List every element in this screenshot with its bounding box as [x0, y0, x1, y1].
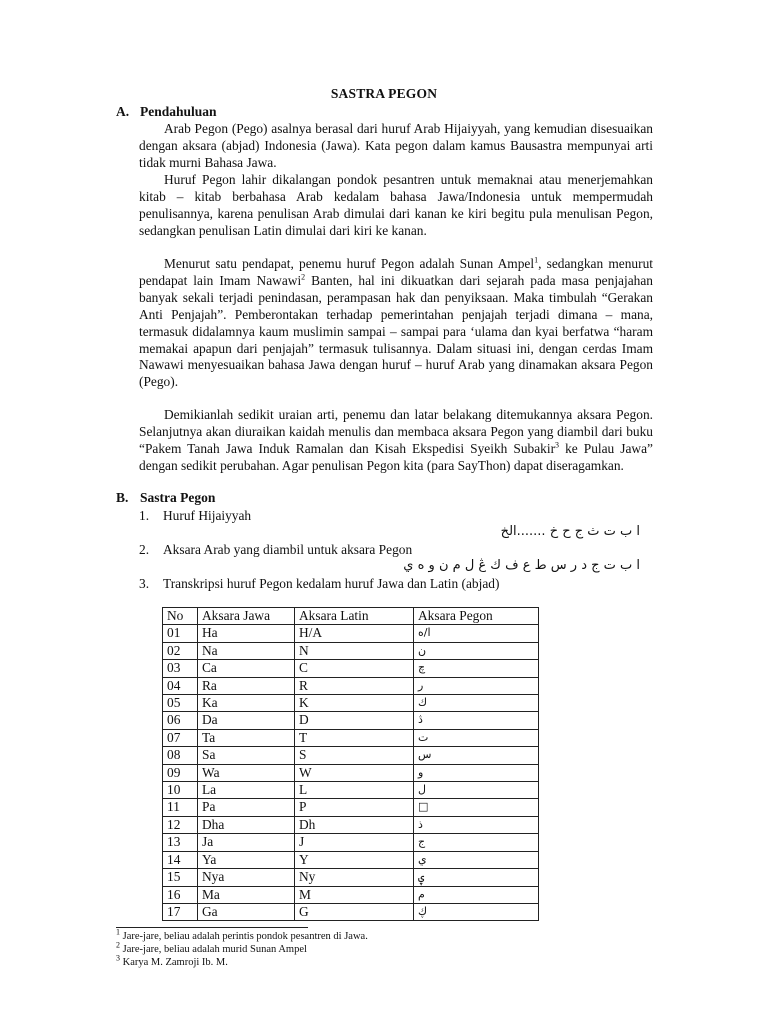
table-row [163, 729, 539, 746]
cell-aksara-jawa: Ga [198, 903, 295, 920]
table-row [163, 747, 539, 764]
table-row [163, 886, 539, 903]
cell-aksara-jawa: Ya [198, 851, 295, 868]
cell-aksara-latin: P [295, 799, 414, 816]
list-item [139, 508, 251, 524]
cell-aksara-latin: D [295, 712, 414, 729]
cell-aksara-jawa: Ha [198, 625, 295, 642]
section-b-heading [116, 490, 215, 506]
footnote [116, 927, 368, 943]
cell-no: 02 [163, 642, 198, 659]
cell-aksara-latin: J [295, 834, 414, 851]
column-header-no: No [163, 608, 198, 625]
table-row [163, 834, 539, 851]
cell-aksara-pegon: ا/ه [414, 625, 539, 642]
cell-aksara-jawa: Ra [198, 677, 295, 694]
table-row [163, 799, 539, 816]
page-title: SASTRA PEGON [330, 86, 438, 101]
section-a-title: Pendahuluan [140, 104, 217, 119]
cell-aksara-jawa: Wa [198, 764, 295, 781]
cell-no: 14 [163, 851, 198, 868]
cell-no: 03 [163, 660, 198, 677]
paragraph-4 [139, 407, 653, 475]
cell-aksara-pegon: ۑ [414, 869, 539, 886]
cell-no: 13 [163, 834, 198, 851]
table-row [163, 782, 539, 799]
list-item-text: Transkripsi huruf Pegon kedalam huruf Jawa dan Latin (abjad) [163, 576, 500, 591]
list-item-number: 3. [139, 576, 150, 591]
cell-aksara-pegon: ت [414, 729, 539, 746]
footnote-text: Jare-jare, beliau adalah murid Sunan Ampel [120, 944, 307, 955]
cell-aksara-latin: K [295, 695, 414, 712]
cell-aksara-jawa: Pa [198, 799, 295, 816]
cell-no: 16 [163, 886, 198, 903]
cell-aksara-latin: N [295, 642, 414, 659]
list-item [139, 576, 499, 592]
footnote-ref-2: 2 [301, 272, 306, 282]
cell-no: 07 [163, 729, 198, 746]
table-row [163, 660, 539, 677]
table-header-row [163, 608, 539, 625]
cell-no: 08 [163, 747, 198, 764]
list-item-number: 1. [139, 508, 150, 523]
cell-aksara-pegon: ل [414, 782, 539, 799]
cell-aksara-latin: L [295, 782, 414, 799]
paragraph-4-text-a: Demikianlah sedikit uraian arti, penemu dan latar belakang ditemukannya aksara Pegon. Selanjutnya akan diuraikan kaidah menulis dan membaca aksara Pegon yang diambil dari buku “Pakem Tanah Jawa Induk Ramalan dan Kisah Ekspedisi Syeikh Subakir [139, 407, 653, 456]
cell-aksara-latin: Dh [295, 816, 414, 833]
cell-aksara-jawa: Da [198, 712, 295, 729]
paragraph-2: Huruf Pegon lahir dikalangan pondok pesantren untuk memaknai atau menerjemahkan kitab – kitab berbahasa Arab kedalam bahasa Jawa/Indonesia untuk mempermudah penulisannya, karena penulisan Arab dimulai dari kanan ke kiri begitu pula menulisan Pegon, sedangkan penulisan Latin dimulai dari kiri ke kanan. [139, 172, 653, 238]
cell-no: 12 [163, 816, 198, 833]
cell-aksara-latin: W [295, 764, 414, 781]
cell-aksara-latin: H/A [295, 625, 414, 642]
cell-no: 11 [163, 799, 198, 816]
section-b-label: B. [116, 490, 129, 505]
paragraph-3-text-b: , sedangkan menurut pendapat lain Imam Nawawi [139, 256, 653, 288]
cell-aksara-latin: S [295, 747, 414, 764]
cell-aksara-pegon: م [414, 886, 539, 903]
cell-aksara-pegon: ك [414, 695, 539, 712]
footnote-number: 2 [116, 940, 120, 950]
table-row [163, 712, 539, 729]
table-row [163, 695, 539, 712]
cell-aksara-jawa: Ka [198, 695, 295, 712]
cell-aksara-jawa: La [198, 782, 295, 799]
table-row [163, 677, 539, 694]
footnote [116, 953, 228, 969]
cell-aksara-pegon: □ [414, 799, 539, 816]
table-row [163, 903, 539, 920]
cell-aksara-pegon: ذ [414, 816, 539, 833]
cell-no: 04 [163, 677, 198, 694]
paragraph-3-text-a: Menurut satu pendapat, penemu huruf Pegon adalah Sunan Ampel [164, 256, 535, 271]
cell-aksara-jawa: Na [198, 642, 295, 659]
footnote-number: 1 [116, 927, 120, 937]
footnote [116, 940, 307, 956]
cell-aksara-jawa: Dha [198, 816, 295, 833]
table-row [163, 625, 539, 642]
table-row [163, 816, 539, 833]
cell-aksara-pegon: ج [414, 834, 539, 851]
cell-aksara-pegon: ي [414, 851, 539, 868]
cell-aksara-pegon: ڎ [414, 712, 539, 729]
footnote-separator [116, 927, 308, 928]
list-item [139, 542, 412, 558]
arabic-pegon-letters: ا ب ت ج د ر س ط ع ف ك ڠ ل م ن و ه ي [403, 558, 640, 573]
cell-aksara-latin: G [295, 903, 414, 920]
cell-aksara-pegon: ر [414, 677, 539, 694]
section-a-label: A. [116, 104, 130, 119]
footnote-ref-3: 3 [555, 440, 560, 450]
table-row [163, 764, 539, 781]
paragraph-4-text-b: ke Pulau Jawa” dengan sedikit perubahan. Agar penulisan Pegon kita (para SayThon) dapat diseragamkan. [139, 440, 653, 473]
cell-no: 15 [163, 869, 198, 886]
column-header-aksara-jawa: Aksara Jawa [198, 608, 295, 625]
cell-aksara-pegon: س [414, 747, 539, 764]
cell-aksara-jawa: Ma [198, 886, 295, 903]
transcription-table [162, 607, 539, 921]
table-row [163, 869, 539, 886]
cell-no: 05 [163, 695, 198, 712]
section-a-heading [116, 104, 217, 120]
paragraph-3-text-c: Banten, hal ini dikuatkan dari sejarah pada masa penjajahan banyak sekali terjadi penindasan, perampasan hak dan penyiksaan. Maka timbulah “Gerakan Anti Penjajah”. Pemberontakan terhadap pemerintahan penjajah terjadi dimana – mana, termasuk didalamnya kaum muslimin sampai – sampai para ‘ulama dan kyai berfatwa “haram memakai apapun dari penjajah” termasuk tulisannya. Dalam situasi ini, dengan cerdas Imam Nawawi menyesuaikan bahasa Jawa dengan huruf – huruf Arab yang dinamakan aksara Pegon (Pego). [139, 272, 653, 390]
cell-aksara-pegon: ڮ [414, 903, 539, 920]
cell-no: 17 [163, 903, 198, 920]
list-item-text: Aksara Arab yang diambil untuk aksara Pegon [163, 542, 413, 557]
cell-aksara-latin: Ny [295, 869, 414, 886]
paragraph-3 [139, 256, 653, 391]
table-row [163, 642, 539, 659]
cell-no: 01 [163, 625, 198, 642]
cell-aksara-pegon: ن [414, 642, 539, 659]
cell-aksara-latin: C [295, 660, 414, 677]
footnote-text: Karya M. Zamroji Ib. M. [120, 957, 228, 968]
footnote-ref-1: 1 [534, 255, 539, 265]
column-header-aksara-latin: Aksara Latin [295, 608, 414, 625]
paragraph-1: Arab Pegon (Pego) asalnya berasal dari huruf Arab Hijaiyyah, yang kemudian disesuaikan dengan aksara (abjad) Indonesia (Jawa). Kata pegon dalam kamus Bausastra mempunyai arti tidak murni Bahasa Jawa. [139, 121, 653, 170]
footnote-number: 3 [116, 953, 120, 963]
cell-aksara-pegon: و [414, 764, 539, 781]
cell-aksara-jawa: Ja [198, 834, 295, 851]
table-row [163, 851, 539, 868]
cell-aksara-jawa: Nya [198, 869, 295, 886]
cell-aksara-jawa: Ca [198, 660, 295, 677]
section-b-title: Sastra Pegon [140, 490, 216, 505]
cell-no: 09 [163, 764, 198, 781]
list-item-text: Huruf Hijaiyyah [163, 508, 252, 523]
cell-no: 10 [163, 782, 198, 799]
cell-aksara-jawa: Sa [198, 747, 295, 764]
cell-aksara-pegon: چ [414, 660, 539, 677]
arabic-hijaiyyah-letters: ا ب ت ث ج ح خ .......الخ [500, 524, 640, 539]
cell-aksara-latin: T [295, 729, 414, 746]
column-header-aksara-pegon: Aksara Pegon [414, 608, 539, 625]
cell-aksara-latin: Y [295, 851, 414, 868]
cell-aksara-latin: R [295, 677, 414, 694]
list-item-number: 2. [139, 542, 150, 557]
cell-aksara-jawa: Ta [198, 729, 295, 746]
footnote-text: Jare-jare, beliau adalah perintis pondok pesantren di Jawa. [120, 931, 368, 942]
cell-aksara-latin: M [295, 886, 414, 903]
cell-no: 06 [163, 712, 198, 729]
